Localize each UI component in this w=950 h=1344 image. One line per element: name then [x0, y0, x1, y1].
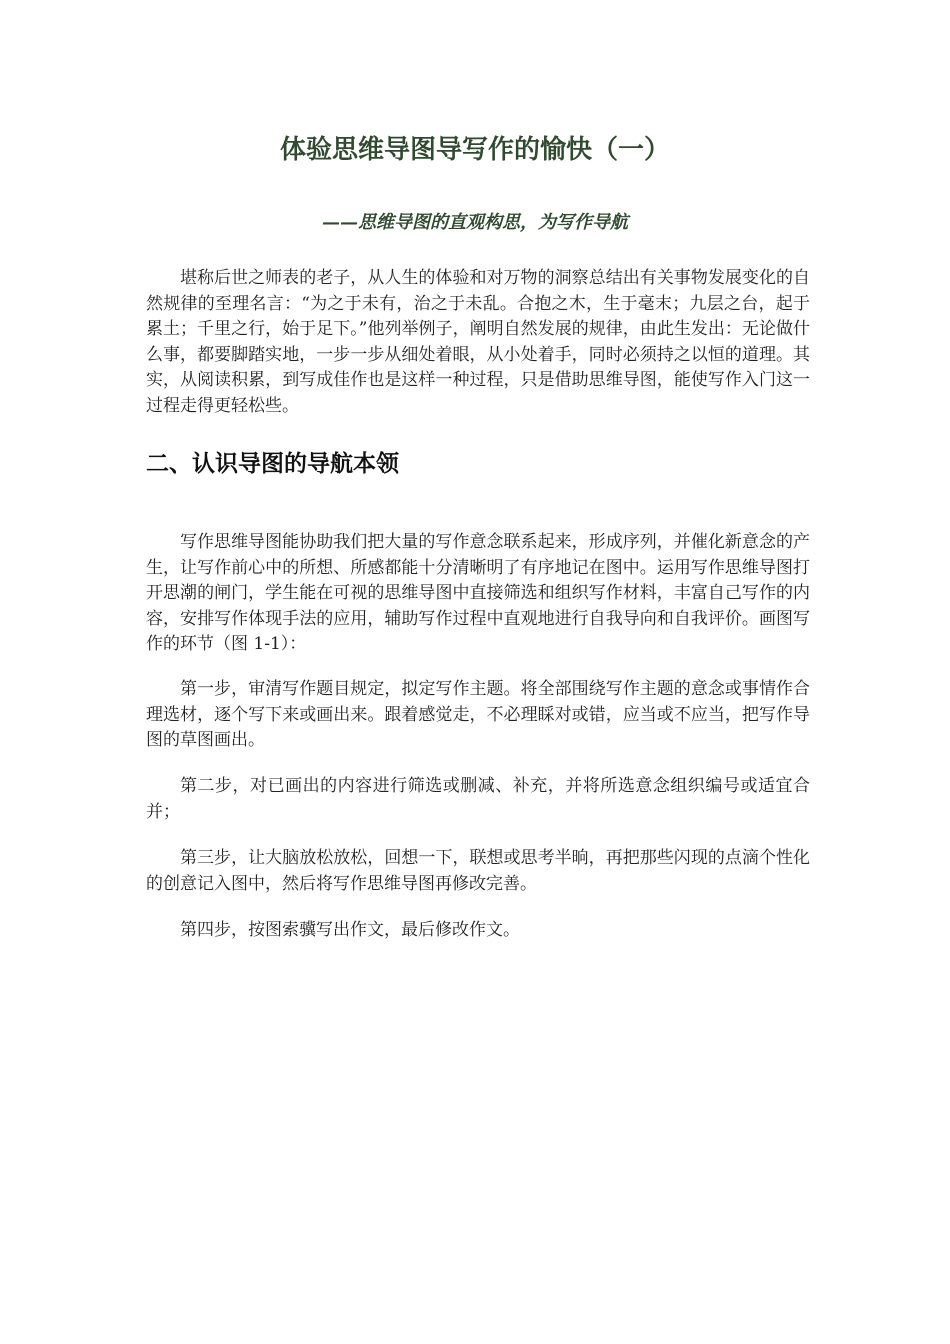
- intro-paragraph: 堪称后世之师表的老子，从人生的体验和对万物的洞察总结出有关事物发展变化的自然规律的至理名言：“为之于未有，治之于未乱。合抱之木，生于毫末；九层之台，起于累土；千里之行，始于足下。”他列举例子，阐明自然发展的规律，由此生发出：无论做什么事，都要脚踏实地，一步一步从细处着眼，从小处着手，同时必须持之以恒的道理。其实，从阅读积累，到写成佳作也是这样一种过程，只是借助思维导图，能使写作入门这一过程走得更轻松些。: [146, 268, 810, 416]
- section-paragraph: 写作思维导图能协助我们把大量的写作意念联系起来，形成序列，并催化新意念的产生，让写作前心中的所想、所感都能十分清晰明了有序地记在图中。运用写作思维导图打开思潮的闸门，学生能在可视的思维导图中直接筛选和组织写作材料，丰富自己写作的内容，安排写作体现手法的应用，辅助写作过程中直观地进行自我导向和自我评价。画图写作的环节（图 1-1）：: [146, 532, 810, 654]
- step-2-paragraph: 第二步，对已画出的内容进行筛选或删减、补充，并将所选意念组织编号或适宜合并；: [146, 776, 810, 822]
- step-1-paragraph: 第一步，审清写作题目规定，拟定写作主题。将全部围绕写作主题的意念或事情作合理选材，逐个写下来或画出来。跟着感觉走，不必理睬对或错，应当或不应当，把写作导图的草图画出。: [146, 679, 810, 750]
- section-heading: 二、认识导图的导航本领: [146, 451, 399, 477]
- step-3-paragraph: 第三步，让大脑放松放松，回想一下，联想或思考半晌，再把那些闪现的点滴个性化的创意记入图中，然后将写作思维导图再修改完善。: [146, 848, 810, 894]
- document-subtitle: ——思维导图的直观构思，为写作导航: [322, 212, 628, 233]
- step-4-paragraph: 第四步，按图索骥写出作文，最后修改作文。: [180, 920, 520, 940]
- document-title: 体验思维导图导写作的愉快（一）: [279, 135, 670, 165]
